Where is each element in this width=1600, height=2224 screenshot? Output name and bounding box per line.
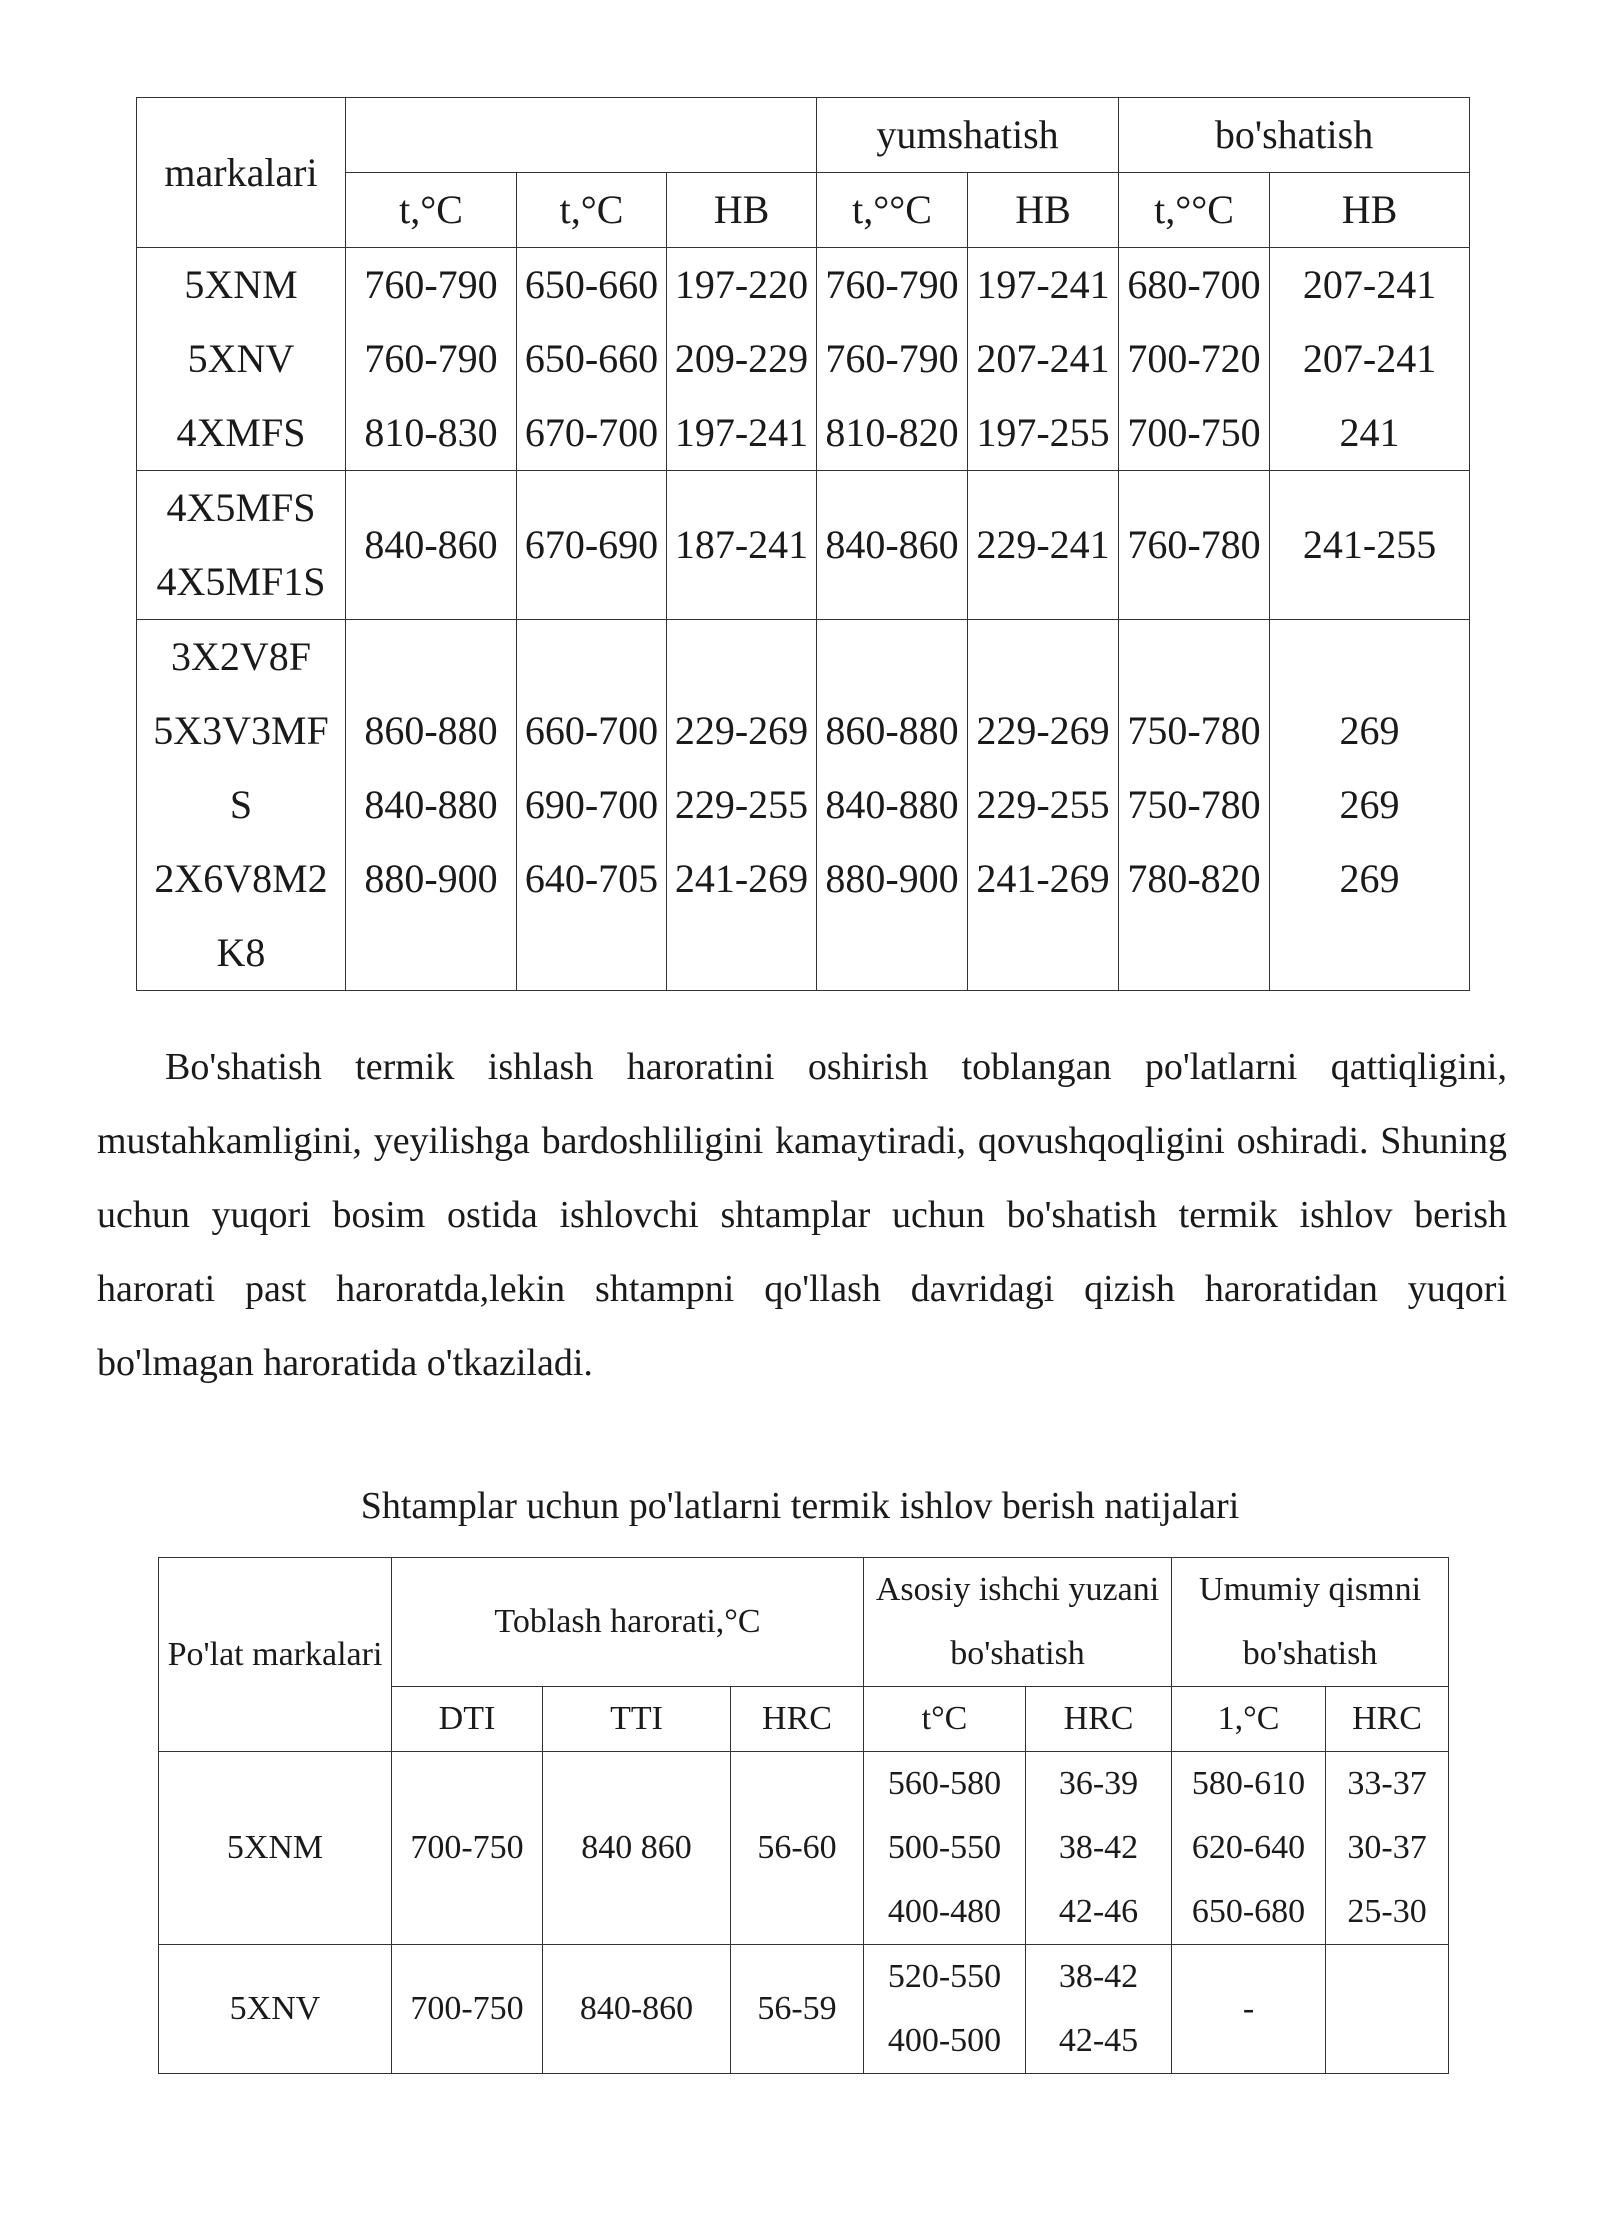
marks-cell: 5XNM 5XNV 4XMFS	[137, 248, 346, 471]
value-cell: 560-580 500-550 400-480	[864, 1752, 1026, 1945]
value-cell: 197-241 207-241 197-255	[968, 248, 1119, 471]
table-row	[137, 471, 1470, 620]
table-row	[159, 1945, 1449, 2074]
value-cell: 840-860	[346, 471, 517, 620]
value-cell: 187-241	[667, 471, 817, 620]
subheader: HB	[667, 173, 817, 248]
subheader: HRC	[731, 1687, 864, 1752]
value-cell: 860-880 840-880 880-900	[817, 620, 968, 991]
value-cell: 860-880 840-880 880-900	[346, 620, 517, 991]
value-cell: 580-610 620-640 650-680	[1172, 1752, 1326, 1945]
marks-cell: 4X5MFS 4X5MF1S	[137, 471, 346, 620]
steel-annealing-table	[136, 97, 1470, 991]
value-cell: 38-42 42-45	[1026, 1945, 1172, 2074]
body-paragraph	[97, 1030, 1507, 1400]
value-cell: 840 860	[543, 1752, 731, 1945]
subheader: t,°°C	[817, 173, 968, 248]
table-row	[137, 248, 1470, 471]
header-toblash: Toblash harorati,°C	[392, 1558, 864, 1687]
table-caption: Shtamplar uchun po'latlarni termik ishlov berish natijalari	[360, 1485, 1240, 1527]
value-cell: 670-690	[517, 471, 667, 620]
mark-cell: 5XNV	[159, 1945, 392, 2074]
subheader: DTI	[392, 1687, 543, 1752]
value-cell: 650-660 650-660 670-700	[517, 248, 667, 471]
header-asosiy: Asosiy ishchi yuzani bo'shatish	[864, 1558, 1172, 1687]
mark-cell: 5XNM	[159, 1752, 392, 1945]
value-cell: 56-59	[731, 1945, 864, 2074]
subheader: t°C	[864, 1687, 1026, 1752]
value-cell: 760-790 760-790 810-830	[346, 248, 517, 471]
value-cell: 269 269 269	[1270, 620, 1470, 991]
table-row	[159, 1752, 1449, 1945]
value-cell: 520-550 400-500	[864, 1945, 1026, 2074]
value-cell: 700-750	[392, 1945, 543, 2074]
marks-cell: 3X2V8F 5X3V3MF S 2X6V8M2 K8	[137, 620, 346, 991]
subheader: HRC	[1026, 1687, 1172, 1752]
subheader: t,°C	[346, 173, 517, 248]
header-yumshatish: yumshatish	[817, 98, 1119, 173]
value-cell: 229-269 229-255 241-269	[968, 620, 1119, 991]
subheader: t,°°C	[1119, 173, 1270, 248]
header-boshatish: bo'shatish	[1119, 98, 1470, 173]
heat-treatment-results-table	[158, 1557, 1449, 2074]
value-cell: 760-780	[1119, 471, 1270, 620]
value-cell: 750-780 750-780 780-820	[1119, 620, 1270, 991]
value-cell	[1326, 1945, 1449, 2074]
header-umumiy: Umumiy qismni bo'shatish	[1172, 1558, 1449, 1687]
subheader: t,°C	[517, 173, 667, 248]
value-cell: 36-39 38-42 42-46	[1026, 1752, 1172, 1945]
value-cell: 760-790 760-790 810-820	[817, 248, 968, 471]
col-header-marks: markalari	[137, 98, 346, 248]
value-cell: 680-700 700-720 700-750	[1119, 248, 1270, 471]
value-cell: 700-750	[392, 1752, 543, 1945]
value-cell: 207-241 207-241 241	[1270, 248, 1470, 471]
value-cell: 229-269 229-255 241-269	[667, 620, 817, 991]
subheader: TTI	[543, 1687, 731, 1752]
value-cell: 229-241	[968, 471, 1119, 620]
value-cell: -	[1172, 1945, 1326, 2074]
value-cell: 56-60	[731, 1752, 864, 1945]
value-cell: 660-700 690-700 640-705	[517, 620, 667, 991]
value-cell: 840-860	[543, 1945, 731, 2074]
subheader: HRC	[1326, 1687, 1449, 1752]
subheader: 1,°C	[1172, 1687, 1326, 1752]
table-row	[137, 620, 1470, 991]
value-cell: 33-37 30-37 25-30	[1326, 1752, 1449, 1945]
value-cell: 241-255	[1270, 471, 1470, 620]
paragraph-text: Bo'shatish termik ishlash haroratini oshirish toblangan po'latlarni qattiqligini, mustahkamligini, yeyilishga bardoshliligini kamaytiradi, qovushqoqligini oshiradi. Shuning uchun yuqori bosim ostida ishlovchi shtamplar uchun bo'shatish termik ishlov berish harorati past haroratda,lekin shtampni qo'llash davridagi qizish haroratidan yuqori bo'lmagan haroratida o'tkaziladi.	[97, 1046, 1507, 1384]
value-cell: 197-220 209-229 197-241	[667, 248, 817, 471]
subheader: HB	[968, 173, 1119, 248]
header-blank	[346, 98, 817, 173]
subheader: HB	[1270, 173, 1470, 248]
header-steel-marks: Po'lat markalari	[159, 1558, 392, 1752]
value-cell: 840-860	[817, 471, 968, 620]
